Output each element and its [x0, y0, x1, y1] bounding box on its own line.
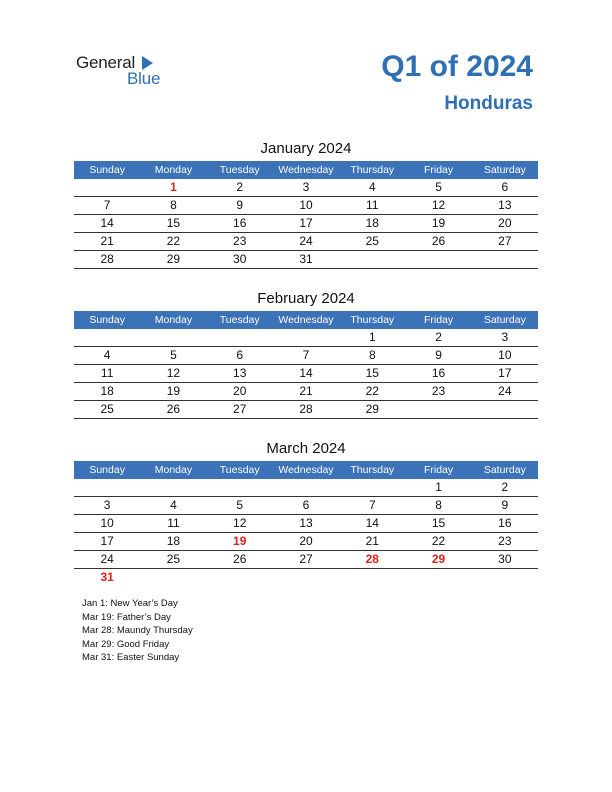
weekday-label: Monday: [154, 464, 193, 476]
week-row: [74, 569, 538, 586]
day-cell: 29: [431, 552, 446, 566]
day-cell: 18: [365, 216, 379, 230]
day-cell: 5: [435, 180, 442, 194]
day-cell: 29: [365, 402, 379, 416]
weekday-label: Sunday: [89, 164, 125, 176]
week-row: [74, 515, 538, 533]
day-cell: 6: [302, 498, 310, 512]
weekday-label: Saturday: [483, 314, 526, 326]
day-cell: [339, 569, 405, 586]
day-cell: 6: [236, 348, 244, 362]
week-row: [74, 179, 538, 197]
weekday-label: Friday: [423, 164, 454, 176]
holiday-note: Mar 28: Maundy Thursday: [82, 625, 193, 636]
day-cell: 18: [166, 534, 181, 548]
day-cell: 28: [100, 252, 114, 266]
day-cell: 15: [365, 366, 379, 380]
day-cell: [405, 401, 471, 418]
day-cell: 8: [435, 498, 442, 512]
day-cell: 31: [299, 252, 313, 266]
weekday-label: Monday: [154, 314, 193, 326]
day-cell: 16: [431, 366, 446, 380]
day-cell: [405, 251, 471, 268]
day-cell: 21: [100, 234, 114, 248]
day-cell: [339, 251, 405, 268]
week-row: [74, 197, 538, 215]
day-cell: [140, 569, 206, 586]
day-cell: 25: [166, 552, 181, 566]
day-cell: 27: [299, 552, 313, 566]
day-cell: 7: [368, 498, 376, 512]
day-cell: [472, 251, 538, 268]
day-cell: 8: [368, 348, 376, 362]
day-cell: 7: [302, 348, 310, 362]
week-row: [74, 233, 538, 251]
day-cell: 9: [236, 198, 244, 212]
month-calendar: [74, 137, 538, 269]
day-cell: 6: [501, 180, 509, 194]
day-cell: 9: [435, 348, 442, 362]
day-cell: 14: [100, 216, 114, 230]
day-cell: 29: [166, 252, 181, 266]
day-cell: 13: [299, 516, 313, 530]
day-cell: 11: [100, 366, 114, 380]
day-cell: 17: [498, 366, 512, 380]
day-cell: 9: [501, 498, 509, 512]
week-row: [74, 479, 538, 497]
weekday-label: Thursday: [350, 464, 395, 476]
day-cell: 23: [498, 534, 512, 548]
day-cell: 25: [365, 234, 379, 248]
day-cell: 10: [100, 516, 114, 530]
day-cell: 15: [166, 216, 181, 230]
day-cell: 20: [299, 534, 313, 548]
day-cell: [74, 329, 140, 346]
day-cell: [273, 569, 339, 586]
day-cell: 10: [299, 198, 313, 212]
day-cell: 13: [498, 198, 512, 212]
logo-flag-icon: [142, 56, 153, 70]
day-cell: [273, 479, 339, 496]
country-name: Honduras: [444, 93, 533, 114]
weekday-label: Monday: [154, 164, 193, 176]
day-cell: 20: [498, 216, 512, 230]
day-cell: 24: [498, 384, 512, 398]
page-title: Q1 of 2024: [381, 50, 533, 83]
day-cell: [207, 569, 273, 586]
weekday-label: Sunday: [89, 464, 125, 476]
weekday-label: Tuesday: [219, 314, 260, 326]
day-cell: 12: [431, 198, 446, 212]
day-cell: [472, 569, 538, 586]
day-cell: 30: [498, 552, 512, 566]
day-cell: 2: [501, 480, 509, 494]
day-cell: 8: [170, 198, 177, 212]
day-cell: 7: [103, 198, 111, 212]
day-cell: 21: [365, 534, 379, 548]
day-cell: 16: [233, 216, 247, 230]
day-cell: 19: [431, 216, 446, 230]
day-cell: [339, 479, 405, 496]
logo-text-blue: Blue: [127, 69, 161, 88]
day-cell: 12: [233, 516, 247, 530]
day-cell: 20: [233, 384, 247, 398]
weekday-label: Wednesday: [278, 464, 334, 476]
month-title: February 2024: [257, 290, 355, 307]
day-cell: 4: [170, 498, 177, 512]
day-cell: 30: [233, 252, 247, 266]
week-row: [74, 251, 538, 269]
weekday-label: Thursday: [350, 164, 395, 176]
holiday-note: Mar 19: Father’s Day: [82, 611, 171, 623]
week-row: [74, 497, 538, 515]
day-cell: 5: [170, 348, 177, 362]
brand-logo: [76, 53, 176, 87]
weekday-label: Tuesday: [219, 464, 260, 476]
week-row: [74, 383, 538, 401]
day-cell: 3: [302, 180, 310, 194]
weekday-label: Wednesday: [278, 164, 334, 176]
day-cell: [472, 401, 538, 418]
holiday-note: Mar 31: Easter Sunday: [82, 652, 180, 663]
day-cell: 4: [368, 180, 376, 194]
weekday-label: Friday: [423, 314, 454, 326]
month-calendar: [74, 437, 538, 586]
day-cell: 12: [166, 366, 181, 380]
week-row: [74, 533, 538, 551]
weekday-header: [74, 461, 538, 479]
day-cell: 26: [166, 402, 181, 416]
day-cell: [74, 479, 140, 496]
day-cell: 24: [100, 552, 114, 566]
weekday-header: [74, 161, 538, 179]
day-cell: [273, 329, 339, 346]
day-cell: 11: [366, 198, 379, 212]
day-cell: 2: [236, 180, 244, 194]
month-calendar: [74, 287, 538, 419]
week-row: [74, 329, 538, 347]
day-cell: 1: [435, 480, 442, 494]
day-cell: 15: [431, 516, 446, 530]
day-cell: 19: [166, 384, 181, 398]
day-cell: 1: [170, 180, 177, 194]
day-cell: [207, 479, 273, 496]
logo-text-general: General: [76, 53, 136, 72]
day-cell: 31: [100, 570, 114, 584]
day-cell: [140, 479, 206, 496]
day-cell: 22: [365, 384, 379, 398]
holiday-note: Jan 1: New Year’s Day: [82, 598, 178, 609]
weekday-label: Sunday: [89, 314, 125, 326]
week-row: [74, 347, 538, 365]
day-cell: 10: [498, 348, 512, 362]
day-cell: 22: [431, 534, 446, 548]
day-cell: 26: [431, 234, 446, 248]
day-cell: [140, 329, 206, 346]
weekday-label: Wednesday: [278, 314, 334, 326]
day-cell: 5: [236, 498, 244, 512]
week-row: [74, 215, 538, 233]
day-cell: 11: [167, 516, 180, 530]
day-cell: 24: [299, 234, 313, 248]
holiday-note: Mar 29: Good Friday: [82, 638, 170, 650]
week-row: [74, 401, 538, 419]
day-cell: 4: [103, 348, 111, 362]
weekday-label: Tuesday: [219, 164, 260, 176]
day-cell: 16: [498, 516, 512, 530]
day-cell: 1: [368, 330, 376, 344]
day-cell: 17: [299, 216, 313, 230]
holiday-notes: [82, 597, 193, 665]
weekday-label: Saturday: [483, 464, 526, 476]
month-title: January 2024: [260, 140, 352, 157]
day-cell: 22: [166, 234, 181, 248]
weekday-label: Friday: [423, 464, 454, 476]
weekday-header: [74, 311, 538, 329]
day-cell: [207, 329, 273, 346]
day-cell: 17: [100, 534, 114, 548]
day-cell: 27: [233, 402, 247, 416]
month-title: March 2024: [266, 440, 346, 457]
day-cell: 21: [299, 384, 313, 398]
day-cell: 13: [233, 366, 247, 380]
week-row: [74, 365, 538, 383]
day-cell: 28: [365, 552, 379, 566]
day-cell: [405, 569, 471, 586]
day-cell: 3: [501, 330, 509, 344]
weekday-label: Thursday: [350, 314, 395, 326]
day-cell: 23: [233, 234, 247, 248]
day-cell: [74, 179, 140, 196]
day-cell: 14: [365, 516, 379, 530]
day-cell: 14: [299, 366, 313, 380]
day-cell: 19: [233, 534, 247, 548]
day-cell: 3: [103, 498, 111, 512]
day-cell: 26: [233, 552, 247, 566]
weekday-label: Saturday: [483, 164, 526, 176]
day-cell: 18: [100, 384, 114, 398]
week-row: [74, 551, 538, 569]
day-cell: 27: [498, 234, 512, 248]
day-cell: 25: [100, 402, 114, 416]
day-cell: 23: [431, 384, 446, 398]
day-cell: 2: [435, 330, 442, 344]
day-cell: 28: [299, 402, 313, 416]
